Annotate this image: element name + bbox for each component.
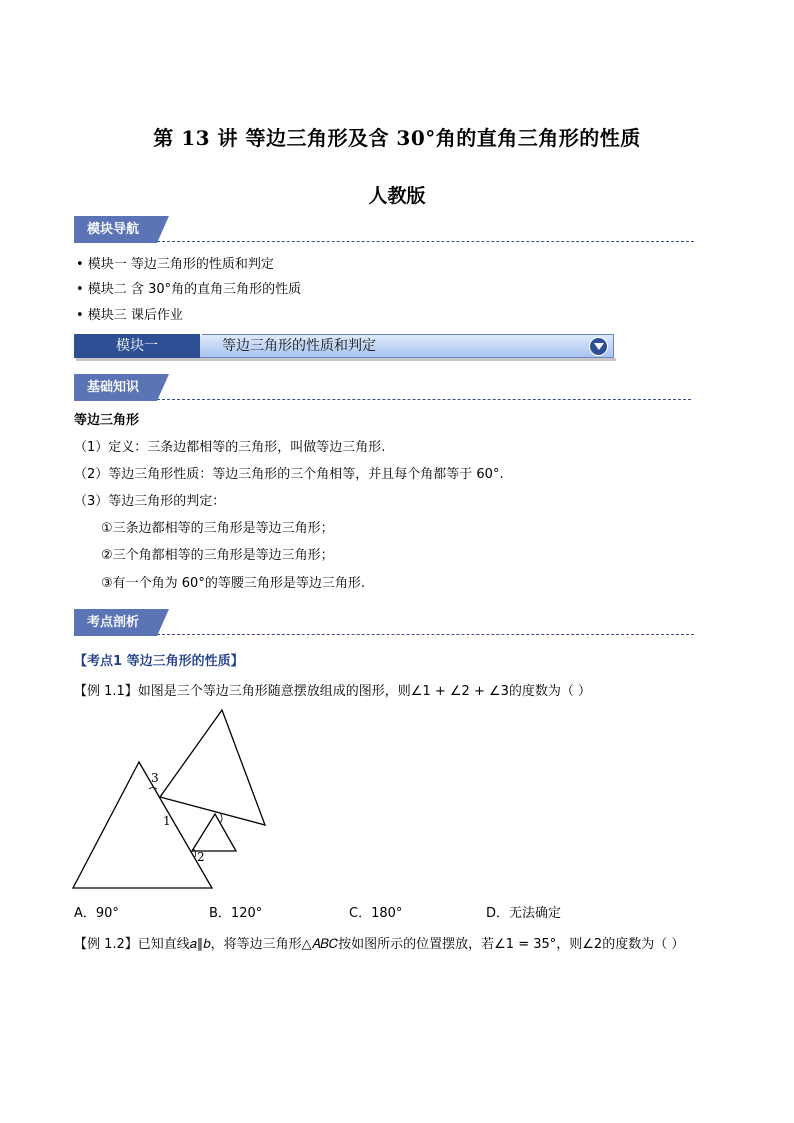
nav-item-module-3: • 模块三 课后作业 — [76, 308, 183, 323]
basics-line-definition: （1）定义：三条边都相等的三角形，叫做等边三角形. — [74, 440, 386, 455]
page-title: 第 13 讲 等边三角形及含 30°角的直角三角形的性质 — [153, 126, 641, 150]
nav-item-module-1: • 模块一 等边三角形的性质和判定 — [76, 257, 274, 272]
module-banner-tag: 模块一 — [74, 334, 200, 358]
section-tab-nav — [74, 216, 157, 243]
point-title: 【考点1 等边三角形的性质】 — [74, 654, 244, 669]
example-2-question: 【例 1.2】已知直线𝑎∥𝑏，将等边三角形△𝐴𝐵𝐶按如图所示的位置摆放，若∠1 = 35°，则∠2的度数为（ ） — [74, 937, 685, 952]
section-divider-analysis — [157, 634, 694, 635]
section-tab-basics — [74, 374, 157, 401]
example-1-question: 【例 1.1】如图是三个等边三角形随意摆放组成的图形，则∠1 + ∠2 + ∠3的度数为（ ） — [74, 684, 592, 699]
angle-label-2: 2 — [197, 850, 205, 864]
basics-heading: 等边三角形 — [74, 413, 140, 428]
three-triangles-figure — [60, 705, 290, 900]
angle-label-1: 1 — [163, 814, 171, 828]
choice-d: D．无法确定 — [486, 906, 562, 921]
section-divider-basics — [157, 399, 691, 400]
basics-line-criteria: （3）等边三角形的判定： — [74, 494, 226, 509]
page-subtitle: 人教版 — [368, 185, 426, 207]
module-banner-label: 等边三角形的性质和判定 — [222, 338, 376, 354]
angle-1-arc — [220, 813, 222, 823]
basics-line-property: （2）等边三角形性质：等边三角形的三个角相等，并且每个角都等于 60°. — [74, 467, 504, 482]
choice-a: A．90° — [74, 906, 119, 921]
triangle-small — [192, 814, 236, 851]
banner-shadow — [76, 358, 616, 361]
section-tab-analysis — [74, 609, 157, 636]
section-tab-basics-label: 基础知识 — [87, 380, 140, 395]
criteria-item-1: ①三条边都相等的三角形是等边三角形； — [101, 521, 334, 536]
triangle-medium — [160, 710, 265, 825]
triangle-large — [73, 762, 212, 888]
section-divider-nav — [157, 241, 694, 242]
choice-c: C．180° — [349, 906, 403, 921]
chevron-down-icon — [589, 337, 608, 356]
criteria-item-3: ③有一个角为 60°的等腰三角形是等边三角形. — [101, 576, 365, 591]
criteria-item-2: ②三个角都相等的三角形是等边三角形； — [101, 548, 334, 563]
angle-3-arc — [149, 788, 157, 790]
choice-b: B．120° — [209, 906, 263, 921]
section-tab-analysis-label: 考点剖析 — [87, 615, 140, 630]
section-tab-nav-label: 模块导航 — [87, 222, 140, 237]
angle-label-3: 3 — [151, 771, 159, 785]
nav-item-module-2: • 模块二 含 30°角的直角三角形的性质 — [76, 282, 302, 297]
